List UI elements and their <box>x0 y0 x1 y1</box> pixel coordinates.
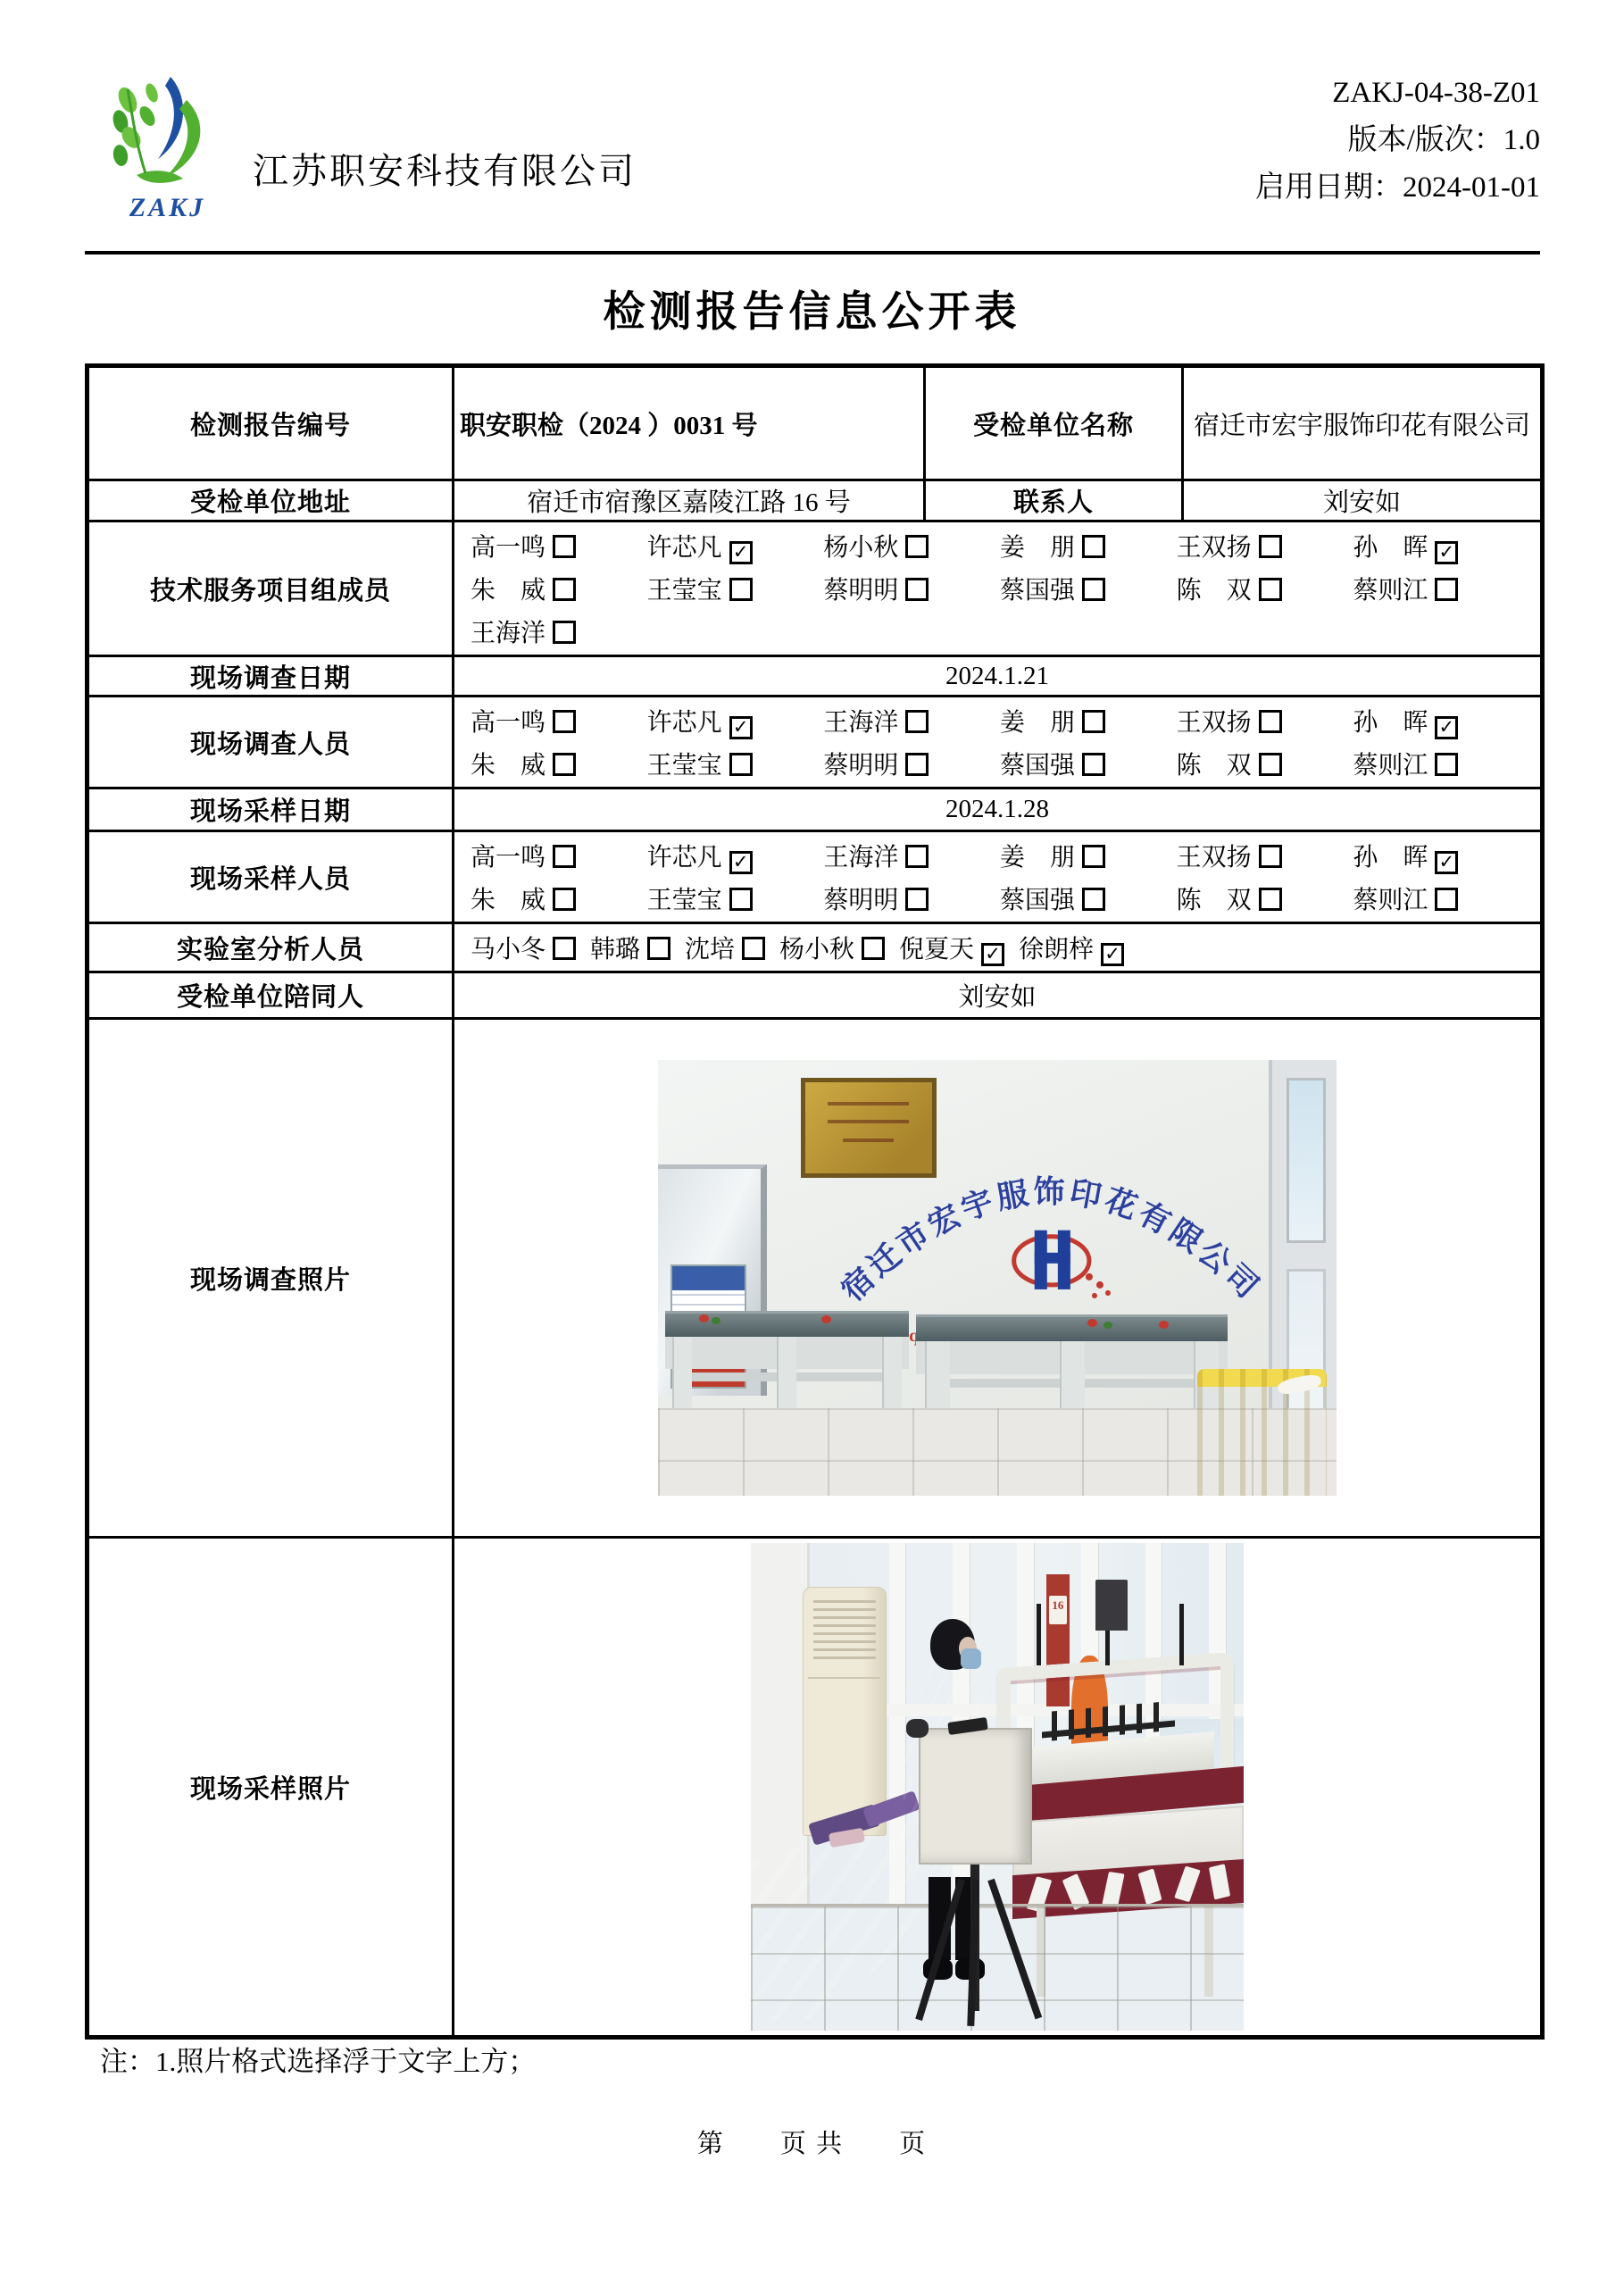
member-option <box>471 613 647 649</box>
member-option <box>1177 571 1353 606</box>
member-name: 许芯凡 <box>646 843 722 872</box>
member-option <box>1177 838 1353 873</box>
member-name: 陈 双 <box>1176 752 1252 780</box>
face-mask <box>961 1648 981 1669</box>
member-option <box>685 930 765 965</box>
member-name: 蔡则江 <box>1353 577 1428 605</box>
member-option <box>1019 930 1124 966</box>
checkbox-unchecked[interactable] <box>1259 753 1282 776</box>
member-option <box>1353 838 1529 874</box>
checkbox-unchecked[interactable] <box>1082 578 1105 601</box>
member-name: 孙 晖 <box>1353 708 1428 737</box>
member-option <box>1177 703 1353 738</box>
member-name: 王双扬 <box>1176 844 1252 872</box>
checkbox-unchecked[interactable] <box>647 937 670 960</box>
member-option <box>1353 528 1529 564</box>
logo-text: ZAKJ <box>129 193 206 222</box>
member-line <box>471 567 1529 610</box>
team-label: 技术服务项目组成员 <box>87 521 454 656</box>
table-row <box>87 697 1543 788</box>
checkbox-checked[interactable]: ✓ <box>1435 716 1458 739</box>
member-name: 徐朗梓 <box>1019 935 1095 964</box>
sampling-photo-cell <box>454 1538 1543 2038</box>
member-option <box>823 571 1000 606</box>
doc-code: ZAKJ-04-38-Z01 <box>1332 77 1540 109</box>
member-name: 朱 威 <box>471 752 546 780</box>
member-name: 王海洋 <box>471 620 546 647</box>
checkbox-unchecked[interactable] <box>1259 535 1282 558</box>
checkbox-unchecked[interactable] <box>553 578 576 601</box>
member-option <box>471 571 647 606</box>
member-option <box>471 930 576 965</box>
member-name: 许芯凡 <box>646 533 722 562</box>
checkbox-checked[interactable]: ✓ <box>729 851 753 874</box>
member-line <box>471 699 1529 742</box>
sampling-head <box>906 1719 929 1739</box>
checkbox-unchecked[interactable] <box>1082 753 1105 776</box>
member-option <box>471 838 647 873</box>
team-members <box>454 521 1543 656</box>
unit-addr-label: 受检单位地址 <box>87 480 454 521</box>
sampling-instrument <box>919 1728 1032 1865</box>
checkbox-unchecked[interactable] <box>1259 845 1282 868</box>
member-option <box>1000 528 1177 563</box>
sampling-staff-members <box>454 831 1543 923</box>
member-name: 杨小秋 <box>823 534 899 562</box>
member-name: 韩璐 <box>590 936 641 964</box>
member-option <box>471 703 647 738</box>
member-name: 蔡则江 <box>1353 887 1428 914</box>
unit-name-value: 宿迁市宏宇服饰印花有限公司 <box>1183 366 1543 480</box>
report-info-table <box>85 363 1545 2040</box>
member-name: 蔡国强 <box>1000 577 1076 605</box>
member-name: 朱 威 <box>471 887 546 914</box>
member-name: 陈 双 <box>1176 577 1252 605</box>
member-name: 王双扬 <box>1176 709 1252 737</box>
company-name: 江苏职安科技有限公司 <box>253 151 637 191</box>
sampling-photo-label: 现场采样照片 <box>87 1538 454 2038</box>
checkbox-unchecked[interactable] <box>1082 535 1105 558</box>
member-name: 姜 朋 <box>1000 844 1076 872</box>
enable-date-line: 启用日期：2024-01-01 <box>1255 171 1540 204</box>
member-name: 王莹宝 <box>646 752 722 780</box>
member-option <box>1353 746 1529 781</box>
member-option <box>823 880 1000 916</box>
sampling-date-label: 现场采样日期 <box>87 788 454 831</box>
member-name: 蔡明明 <box>823 577 899 605</box>
page-number-footer: 第 页 共 页 <box>696 2130 928 2158</box>
leaf-swoosh-logo-icon <box>101 70 235 195</box>
company-logo <box>85 70 250 248</box>
checkbox-unchecked[interactable] <box>553 535 576 558</box>
member-name: 高一鸣 <box>471 844 546 872</box>
member-name: 朱 威 <box>471 577 546 605</box>
table-row <box>87 1538 1543 2038</box>
member-name: 许芯凡 <box>646 708 722 737</box>
machine-rod <box>1179 1604 1184 1664</box>
checkbox-unchecked[interactable] <box>1082 888 1105 911</box>
survey-date-label: 现场调查日期 <box>87 656 454 697</box>
checkbox-unchecked[interactable] <box>729 578 753 601</box>
table-row <box>87 366 1543 480</box>
table-row <box>87 480 1543 521</box>
member-name: 蔡国强 <box>1000 752 1076 780</box>
member-option <box>1000 838 1177 873</box>
checkbox-checked[interactable]: ✓ <box>729 716 753 739</box>
contact-label: 联系人 <box>925 480 1183 521</box>
checkbox-checked[interactable]: ✓ <box>1101 943 1124 966</box>
member-option <box>1000 703 1177 738</box>
display-bench <box>916 1314 1228 1417</box>
member-line <box>471 877 1529 920</box>
member-option <box>647 838 824 874</box>
checkbox-unchecked[interactable] <box>905 753 929 776</box>
checkbox-unchecked[interactable] <box>553 753 576 776</box>
checkbox-checked[interactable]: ✓ <box>981 943 1004 966</box>
member-option <box>823 528 1000 563</box>
sampling-photo <box>751 1543 1244 2031</box>
machine-hopper <box>1095 1580 1128 1631</box>
member-option <box>779 930 885 965</box>
checkbox-unchecked[interactable] <box>1259 888 1282 911</box>
member-option <box>823 746 1000 781</box>
member-name: 孙 晖 <box>1353 843 1428 872</box>
checkbox-unchecked[interactable] <box>905 845 929 868</box>
member-name: 蔡明明 <box>823 887 899 914</box>
member-option <box>647 703 824 739</box>
member-option <box>1000 880 1177 916</box>
member-name: 姜 朋 <box>1000 709 1076 737</box>
table-row <box>87 923 1543 972</box>
checkbox-unchecked[interactable] <box>729 753 753 776</box>
member-name: 姜 朋 <box>1000 534 1076 562</box>
member-name: 高一鸣 <box>471 709 546 737</box>
checkbox-unchecked[interactable] <box>553 888 576 911</box>
checkbox-unchecked[interactable] <box>905 535 929 558</box>
checkbox-unchecked[interactable] <box>905 888 929 911</box>
checkbox-unchecked[interactable] <box>905 578 929 601</box>
member-name: 蔡则江 <box>1353 752 1428 780</box>
footnote: 注：1.照片格式选择浮于文字上方； <box>100 2046 537 2077</box>
member-name: 马小冬 <box>471 936 546 964</box>
checkbox-unchecked[interactable] <box>1435 753 1458 776</box>
checkbox-checked[interactable]: ✓ <box>1435 541 1458 564</box>
checkbox-unchecked[interactable] <box>862 937 885 960</box>
table-row <box>87 521 1543 656</box>
member-option <box>471 528 647 563</box>
yellow-table <box>1197 1369 1326 1496</box>
escort-value: 刘安如 <box>454 972 1543 1019</box>
member-name: 杨小秋 <box>779 936 855 964</box>
member-line <box>471 926 1529 969</box>
member-name: 蔡国强 <box>1000 887 1076 914</box>
survey-staff-members <box>454 697 1543 788</box>
machine-rod <box>1037 1604 1041 1664</box>
member-option <box>1177 880 1353 916</box>
member-name: 陈 双 <box>1176 887 1252 914</box>
checkbox-unchecked[interactable] <box>553 937 576 960</box>
table-row <box>87 656 1543 697</box>
checkbox-unchecked[interactable] <box>742 937 765 960</box>
sampling-date-value: 2024.1.28 <box>454 788 1543 831</box>
contact-value: 刘安如 <box>1183 480 1543 521</box>
column-number-sign: 16 <box>1049 1596 1066 1624</box>
unit-name-label: 受检单位名称 <box>925 366 1183 480</box>
member-line <box>471 524 1529 567</box>
member-option <box>647 746 824 781</box>
member-line <box>471 610 1529 653</box>
member-option <box>823 703 1000 738</box>
svg-text:宿迁市宏宇服饰印花有限公司: 宿迁市宏宇服饰印花有限公司 <box>835 1174 1268 1308</box>
member-name: 孙 晖 <box>1353 533 1428 562</box>
sampling-staff-label: 现场采样人员 <box>87 831 454 923</box>
checkbox-checked[interactable]: ✓ <box>1435 851 1458 874</box>
checkbox-checked[interactable]: ✓ <box>729 541 753 564</box>
report-no-value: 职安职检（2024 ）0031 号 <box>454 366 925 480</box>
unit-addr-value: 宿迁市宿豫区嘉陵江路 16 号 <box>454 480 925 521</box>
survey-staff-label: 现场调查人员 <box>87 697 454 788</box>
checkbox-unchecked[interactable] <box>1082 710 1105 733</box>
member-option <box>1177 746 1353 781</box>
header-divider <box>85 251 1540 254</box>
member-name: 王双扬 <box>1176 534 1252 562</box>
checkbox-unchecked[interactable] <box>1435 578 1458 601</box>
table-row <box>87 831 1543 923</box>
member-option <box>1177 528 1353 563</box>
member-option <box>471 746 647 781</box>
survey-date-value: 2024.1.21 <box>454 656 1543 697</box>
member-option <box>647 571 824 606</box>
checkbox-unchecked[interactable] <box>1259 578 1282 601</box>
air-conditioner <box>803 1587 887 1835</box>
member-option <box>1353 880 1529 916</box>
lab-staff-members <box>454 923 1543 972</box>
member-name: 王海洋 <box>823 844 899 872</box>
version-line: 版本/版次：1.0 <box>1347 124 1540 156</box>
tile-floor <box>751 1904 1244 2031</box>
document-meta <box>1255 70 1540 212</box>
survey-photo-cell <box>454 1019 1543 1538</box>
member-option <box>1353 703 1529 739</box>
checkbox-unchecked[interactable] <box>905 710 929 733</box>
member-name: 沈培 <box>685 936 736 964</box>
member-name: 王莹宝 <box>646 887 722 914</box>
member-option <box>899 930 1004 966</box>
display-bench <box>665 1311 910 1411</box>
lab-staff-label: 实验室分析人员 <box>87 923 454 972</box>
member-option <box>823 838 1000 873</box>
member-option <box>471 880 647 916</box>
member-name: 王海洋 <box>823 709 899 737</box>
checkbox-unchecked[interactable] <box>1435 888 1458 911</box>
escort-label: 受检单位陪同人 <box>87 972 454 1019</box>
member-line <box>471 834 1529 877</box>
document-header <box>85 70 1540 248</box>
table-row <box>87 788 1543 831</box>
member-line <box>471 742 1529 785</box>
checkbox-unchecked[interactable] <box>553 621 576 644</box>
survey-photo-label: 现场调查照片 <box>87 1019 454 1538</box>
member-name: 高一鸣 <box>471 534 546 562</box>
member-option <box>1353 571 1529 606</box>
table-row <box>87 972 1543 1019</box>
checkbox-unchecked[interactable] <box>729 888 753 911</box>
member-option <box>647 880 824 916</box>
member-option <box>590 930 670 965</box>
member-option <box>647 528 824 564</box>
member-name: 倪夏天 <box>899 935 975 964</box>
report-no-label: 检测报告编号 <box>87 366 454 480</box>
member-option <box>1000 746 1177 781</box>
checkbox-unchecked[interactable] <box>553 710 576 733</box>
page-title: 检测报告信息公开表 <box>603 289 1021 336</box>
checkbox-unchecked[interactable] <box>1259 710 1282 733</box>
member-option <box>1000 571 1177 606</box>
survey-photo <box>658 1060 1337 1496</box>
member-name: 王莹宝 <box>646 577 722 605</box>
checkbox-unchecked[interactable] <box>553 845 576 868</box>
checkbox-unchecked[interactable] <box>1082 845 1105 868</box>
table-row <box>87 1019 1543 1538</box>
member-name: 蔡明明 <box>823 752 899 780</box>
